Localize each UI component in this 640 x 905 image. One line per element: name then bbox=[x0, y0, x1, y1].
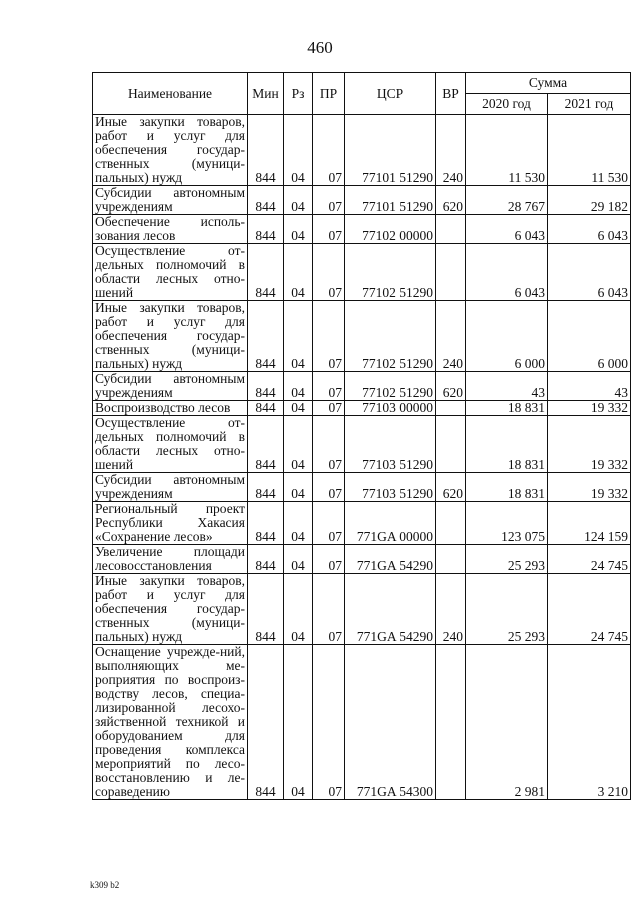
table-row bbox=[93, 244, 631, 301]
cell-rz: 04 bbox=[284, 645, 313, 800]
cell-pr: 07 bbox=[313, 545, 345, 574]
cell-csr: 77103 51290 bbox=[345, 416, 436, 473]
cell-y2021: 3 210 bbox=[548, 645, 631, 800]
table-row bbox=[93, 186, 631, 215]
cell-pr: 07 bbox=[313, 473, 345, 502]
cell-min: 844 bbox=[248, 301, 284, 372]
cell-pr: 07 bbox=[313, 186, 345, 215]
cell-y2021: 43 bbox=[548, 372, 631, 401]
cell-y2020: 25 293 bbox=[466, 574, 548, 645]
cell-rz: 04 bbox=[284, 545, 313, 574]
cell-csr: 77103 51290 bbox=[345, 473, 436, 502]
cell-name: Субсидии автономным учреждениям bbox=[93, 372, 248, 401]
cell-y2020: 28 767 bbox=[466, 186, 548, 215]
cell-name: Иные закупки товаров, работ и услуг для обеспечения государ-ственных (муници-пальных) нужд bbox=[93, 574, 248, 645]
cell-rz: 04 bbox=[284, 502, 313, 545]
cell-min: 844 bbox=[248, 502, 284, 545]
header-csr: ЦСР bbox=[345, 73, 436, 115]
cell-min: 844 bbox=[248, 244, 284, 301]
cell-name: Осуществление от-дельных полномочий в области лесных отно-шений bbox=[93, 416, 248, 473]
cell-csr: 771GA 54300 bbox=[345, 645, 436, 800]
cell-min: 844 bbox=[248, 645, 284, 800]
cell-pr: 07 bbox=[313, 244, 345, 301]
budget-table bbox=[92, 72, 631, 800]
cell-y2021: 24 745 bbox=[548, 545, 631, 574]
cell-vr: 620 bbox=[436, 473, 466, 502]
cell-pr: 07 bbox=[313, 574, 345, 645]
table-row bbox=[93, 645, 631, 800]
table-row bbox=[93, 473, 631, 502]
cell-name: Воспроизводство лесов bbox=[93, 401, 248, 416]
cell-y2020: 18 831 bbox=[466, 401, 548, 416]
cell-pr: 07 bbox=[313, 502, 345, 545]
cell-y2021: 19 332 bbox=[548, 473, 631, 502]
header-min: Мин bbox=[248, 73, 284, 115]
cell-csr: 771GA 54290 bbox=[345, 574, 436, 645]
cell-y2021: 19 332 bbox=[548, 401, 631, 416]
cell-min: 844 bbox=[248, 416, 284, 473]
cell-vr bbox=[436, 215, 466, 244]
cell-rz: 04 bbox=[284, 473, 313, 502]
cell-name: Субсидии автономным учреждениям bbox=[93, 473, 248, 502]
cell-name: Иные закупки товаров, работ и услуг для обеспечения государ-ственных (муници-пальных) нужд bbox=[93, 115, 248, 186]
cell-min: 844 bbox=[248, 215, 284, 244]
cell-rz: 04 bbox=[284, 372, 313, 401]
cell-name: Обеспечение исполь-зования лесов bbox=[93, 215, 248, 244]
table-row bbox=[93, 401, 631, 416]
cell-vr bbox=[436, 645, 466, 800]
cell-pr: 07 bbox=[313, 372, 345, 401]
cell-pr: 07 bbox=[313, 416, 345, 473]
cell-min: 844 bbox=[248, 545, 284, 574]
page-number: 460 bbox=[307, 38, 333, 57]
table-row bbox=[93, 115, 631, 186]
header-sum: Сумма bbox=[466, 73, 631, 94]
cell-min: 844 bbox=[248, 372, 284, 401]
cell-vr: 240 bbox=[436, 574, 466, 645]
cell-rz: 04 bbox=[284, 244, 313, 301]
cell-y2021: 11 530 bbox=[548, 115, 631, 186]
cell-name: Субсидии автономным учреждениям bbox=[93, 186, 248, 215]
cell-pr: 07 bbox=[313, 301, 345, 372]
cell-name: Оснащение учрежде-ний, выполняющих ме-роприятия по воспроиз-водству лесов, специа-лизированной лесохо-зяйственной техникой и оборудованием для проведения комплекса мероприятий по лесо-восстановлению и ле-сораведению bbox=[93, 645, 248, 800]
cell-y2020: 6 043 bbox=[466, 244, 548, 301]
cell-vr bbox=[436, 401, 466, 416]
cell-y2021: 124 159 bbox=[548, 502, 631, 545]
header-2020: 2020 год bbox=[466, 94, 548, 115]
cell-y2020: 18 831 bbox=[466, 473, 548, 502]
cell-y2021: 29 182 bbox=[548, 186, 631, 215]
cell-csr: 77101 51290 bbox=[345, 186, 436, 215]
cell-rz: 04 bbox=[284, 215, 313, 244]
header-pr: ПР bbox=[313, 73, 345, 115]
cell-rz: 04 bbox=[284, 416, 313, 473]
cell-y2020: 123 075 bbox=[466, 502, 548, 545]
cell-csr: 77102 51290 bbox=[345, 301, 436, 372]
cell-y2020: 43 bbox=[466, 372, 548, 401]
cell-csr: 77103 00000 bbox=[345, 401, 436, 416]
cell-csr: 771GA 00000 bbox=[345, 502, 436, 545]
cell-min: 844 bbox=[248, 115, 284, 186]
cell-name: Региональный проект Республики Хакасия «Сохранение лесов» bbox=[93, 502, 248, 545]
cell-name: Увеличение площади лесовосстановления bbox=[93, 545, 248, 574]
cell-pr: 07 bbox=[313, 215, 345, 244]
table-row bbox=[93, 502, 631, 545]
cell-vr: 240 bbox=[436, 115, 466, 186]
cell-csr: 77102 00000 bbox=[345, 215, 436, 244]
cell-min: 844 bbox=[248, 574, 284, 645]
cell-pr: 07 bbox=[313, 401, 345, 416]
header-rz: Рз bbox=[284, 73, 313, 115]
cell-min: 844 bbox=[248, 473, 284, 502]
cell-y2021: 6 043 bbox=[548, 244, 631, 301]
cell-y2020: 2 981 bbox=[466, 645, 548, 800]
cell-y2021: 6 043 bbox=[548, 215, 631, 244]
cell-vr bbox=[436, 502, 466, 545]
cell-y2021: 19 332 bbox=[548, 416, 631, 473]
cell-csr: 77102 51290 bbox=[345, 244, 436, 301]
table-row bbox=[93, 215, 631, 244]
cell-pr: 07 bbox=[313, 645, 345, 800]
cell-y2020: 18 831 bbox=[466, 416, 548, 473]
cell-vr: 620 bbox=[436, 186, 466, 215]
table-row bbox=[93, 372, 631, 401]
cell-min: 844 bbox=[248, 186, 284, 215]
cell-name: Осуществление от-дельных полномочий в области лесных отно-шений bbox=[93, 244, 248, 301]
cell-y2020: 6 000 bbox=[466, 301, 548, 372]
table-row bbox=[93, 574, 631, 645]
cell-y2020: 6 043 bbox=[466, 215, 548, 244]
header-2021: 2021 год bbox=[548, 94, 631, 115]
cell-rz: 04 bbox=[284, 186, 313, 215]
cell-vr bbox=[436, 244, 466, 301]
cell-rz: 04 bbox=[284, 401, 313, 416]
cell-csr: 771GA 54290 bbox=[345, 545, 436, 574]
table-row bbox=[93, 416, 631, 473]
footer-code: k309 b2 bbox=[90, 880, 120, 890]
cell-vr bbox=[436, 416, 466, 473]
cell-min: 844 bbox=[248, 401, 284, 416]
header-vr: ВР bbox=[436, 73, 466, 115]
cell-y2020: 11 530 bbox=[466, 115, 548, 186]
cell-vr: 620 bbox=[436, 372, 466, 401]
cell-y2021: 24 745 bbox=[548, 574, 631, 645]
cell-rz: 04 bbox=[284, 115, 313, 186]
table-row bbox=[93, 301, 631, 372]
cell-y2020: 25 293 bbox=[466, 545, 548, 574]
table-body bbox=[93, 115, 631, 800]
cell-vr: 240 bbox=[436, 301, 466, 372]
cell-csr: 77101 51290 bbox=[345, 115, 436, 186]
cell-vr bbox=[436, 545, 466, 574]
cell-y2021: 6 000 bbox=[548, 301, 631, 372]
cell-csr: 77102 51290 bbox=[345, 372, 436, 401]
table-row bbox=[93, 545, 631, 574]
cell-name: Иные закупки товаров, работ и услуг для обеспечения государ-ственных (муници-пальных) нужд bbox=[93, 301, 248, 372]
cell-rz: 04 bbox=[284, 301, 313, 372]
header-name: Наименование bbox=[93, 73, 248, 115]
cell-rz: 04 bbox=[284, 574, 313, 645]
cell-pr: 07 bbox=[313, 115, 345, 186]
